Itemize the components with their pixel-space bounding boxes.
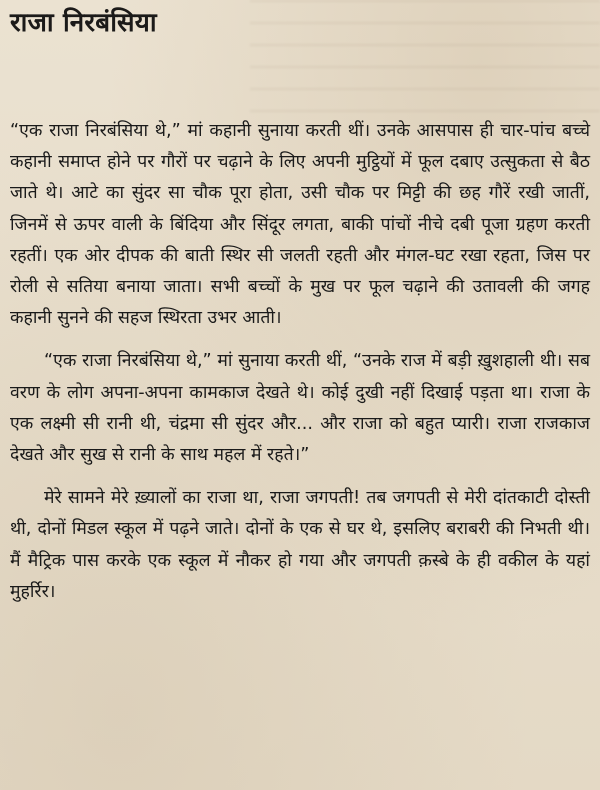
- story-body: [10, 116, 590, 608]
- chapter-title: राजा निरबंसिया: [10, 8, 157, 38]
- paragraph-3: मेरे सामने मेरे ख़्यालों का राजा था, राजा जगपती! तब जगपती से मेरी दांतकाटी दोस्ती थी, दोनों मिडल स्कूल में पढ़ने जाते। दोनों के एक से घर थे, इसलिए बराबरी की निभती थी। मैं मैट्रिक पास करके एक स्कूल में नौकर हो गया और जगपती क़स्बे के ही वकील के यहां मुहर्रिर।: [10, 488, 590, 602]
- show-through-print: [250, 0, 600, 120]
- paragraph-1: “एक राजा निरबंसिया थे,” मां कहानी सुनाया करती थीं। उनके आसपास ही चार-पांच बच्चे कहानी समाप्त होने पर गौरों पर चढ़ाने के लिए अपनी मुट्ठियों में फूल दबाए उत्सुकता से बैठ जाते थे। आटे का सुंदर सा चौक पूरा होता, उसी चौक पर मिट्टी की छह गौरें रखी जातीं, जिनमें से ऊपर वाली के बिंदिया और सिंदूर लगता, बाकी पांचों नीचे दबी पूजा ग्रहण करती रहतीं। एक ओर दीपक की बाती स्थिर सी जलती रहती और मंगल-घट रखा रहता, जिस पर रोली से सतिया बनाया जाता। सभी बच्चों के मुख पर फूल चढ़ाने की उतावली की जगह कहानी सुनने की सहज स्थिरता उभर आती।: [10, 121, 590, 329]
- paragraph-2: “एक राजा निरबंसिया थे,” मां सुनाया करती थीं, “उनके राज में बड़ी ख़ुशहाली थी। सब वरण के लोग अपना-अपना कामकाज देखते थे। कोई दुखी नहीं दिखाई पड़ता था। राजा के एक लक्ष्मी सी रानी थी, चंद्रमा सी सुंदर और... और राजा को बहुत प्यारी। राजा राजकाज देखते और सुख से रानी के साथ महल में रहते।”: [10, 351, 590, 466]
